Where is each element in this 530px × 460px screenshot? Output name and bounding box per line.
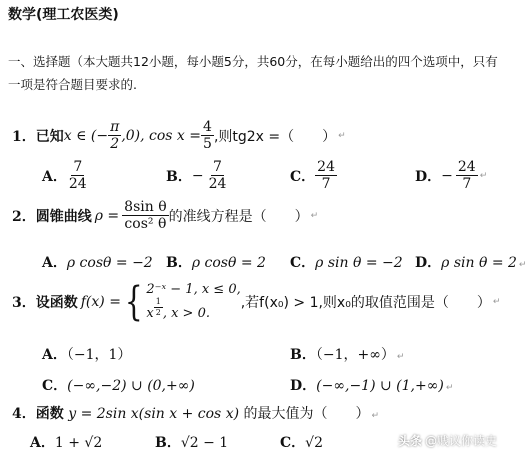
stem-text: ,则tg2x =（ ） bbox=[213, 128, 337, 145]
watermark-platform: 头条 bbox=[398, 434, 423, 448]
stem-text: 的准线方程是（ ） bbox=[168, 208, 309, 225]
page-title: 数学(理工农医类) bbox=[8, 7, 119, 23]
question-2-option-a: A．ρ cosθ = −2 bbox=[42, 255, 153, 271]
watermark bbox=[398, 432, 497, 449]
question-3-option-c: C．(−∞,−2) ∪ (0,+∞) bbox=[42, 378, 195, 394]
question-4-stem: 4．函数 y = 2sin x(sin x + cos x) 的最大值为（ ） ↵ bbox=[12, 406, 380, 422]
stem-text: ,若f(x₀) > 1,则x₀的取值范围是（ ） bbox=[240, 295, 491, 311]
stem-text: 函数 bbox=[35, 406, 64, 422]
question-2-option-b: B．ρ cosθ = 2 bbox=[166, 255, 266, 271]
question-1-option-c bbox=[290, 160, 337, 191]
question-3-stem bbox=[12, 279, 501, 325]
stem-text: 的最大值为（ ） bbox=[243, 406, 370, 422]
stem-text: 圆锥曲线 bbox=[35, 208, 92, 225]
option-letter: D． bbox=[415, 168, 442, 185]
question-2-option-d: D．ρ sin θ = 2 ↵ bbox=[415, 255, 527, 271]
question-number: 3． bbox=[12, 295, 36, 311]
paragraph-mark: ↵ bbox=[479, 170, 488, 181]
case-2: x $\frac{1}{2}$ , x > 0. bbox=[146, 297, 210, 321]
paragraph-mark: ↵ bbox=[310, 210, 319, 221]
option-letter: A． bbox=[42, 168, 67, 185]
stem-text: 设函数 bbox=[35, 295, 78, 311]
paragraph-mark: ↵ bbox=[492, 297, 501, 307]
watermark-handle: @贱议你读史 bbox=[425, 434, 498, 448]
option-fraction: $\frac{7}{24}$ bbox=[68, 159, 87, 192]
stem-math: ,0), cos x = bbox=[121, 127, 202, 144]
question-number: 4． bbox=[12, 406, 36, 422]
option-fraction: $\frac{24}{7}$ bbox=[317, 159, 335, 192]
case-1: 2⁻ˣ − 1, x ≤ 0, bbox=[146, 282, 241, 298]
question-3-option-a: A．（−1，1） bbox=[42, 347, 132, 363]
option-fraction: $\frac{7}{24}$ bbox=[208, 159, 227, 192]
question-number: 1． bbox=[12, 128, 36, 145]
left-brace: { bbox=[124, 279, 143, 325]
question-1-option-d: D． − $\frac{24}{7}$ ↵ bbox=[415, 159, 488, 192]
question-1-option-a bbox=[42, 160, 89, 191]
question-1-option-b: B． − $\frac{7}{24}$ bbox=[166, 159, 227, 192]
question-2-stem bbox=[12, 200, 318, 231]
question-4-option-a: A．1 + √2 bbox=[30, 435, 103, 451]
question-4-option-c: C．√2 bbox=[280, 435, 323, 451]
fraction-4-over-5: $\frac{4}{5}$ bbox=[203, 119, 212, 152]
piecewise-cases bbox=[146, 282, 240, 321]
question-1-stem bbox=[12, 120, 346, 151]
question-2-option-c: C．ρ sin θ = −2 bbox=[290, 255, 403, 271]
fraction-pi-over-2: $\frac{\pi}{2}$ bbox=[110, 119, 120, 152]
question-3-option-d: D．(−∞,−1) ∪ (1,+∞) ↵ bbox=[290, 378, 454, 394]
option-letter: B． bbox=[166, 168, 192, 185]
stem-text: 已知 bbox=[35, 128, 64, 145]
stem-math: x ∈ (− bbox=[63, 127, 109, 144]
section-instructions-line-1: 一、选择题（本大题共12小题，每小题5分，共60分，在每小题给出的四个选项中，只有 bbox=[8, 54, 498, 69]
option-letter: C． bbox=[290, 168, 316, 185]
stem-math: y = 2sin x(sin x + cos x) bbox=[68, 406, 240, 422]
paragraph-mark: ↵ bbox=[338, 130, 346, 141]
stem-math: f(x) = bbox=[80, 294, 121, 310]
question-4-option-b: B．√2 − 1 bbox=[155, 435, 229, 451]
question-3-option-b: B．（−1，+∞） ↵ bbox=[290, 347, 405, 363]
stem-math: ρ = bbox=[94, 207, 120, 224]
fraction-rho-expression: $\frac{\text{8sin θ}}{\text{cos² θ}}$ bbox=[124, 199, 167, 232]
option-fraction: $\frac{24}{7}$ bbox=[457, 159, 476, 192]
question-number: 2． bbox=[12, 208, 36, 225]
section-instructions-line-2: 一项是符合题目要求的. bbox=[8, 77, 137, 92]
